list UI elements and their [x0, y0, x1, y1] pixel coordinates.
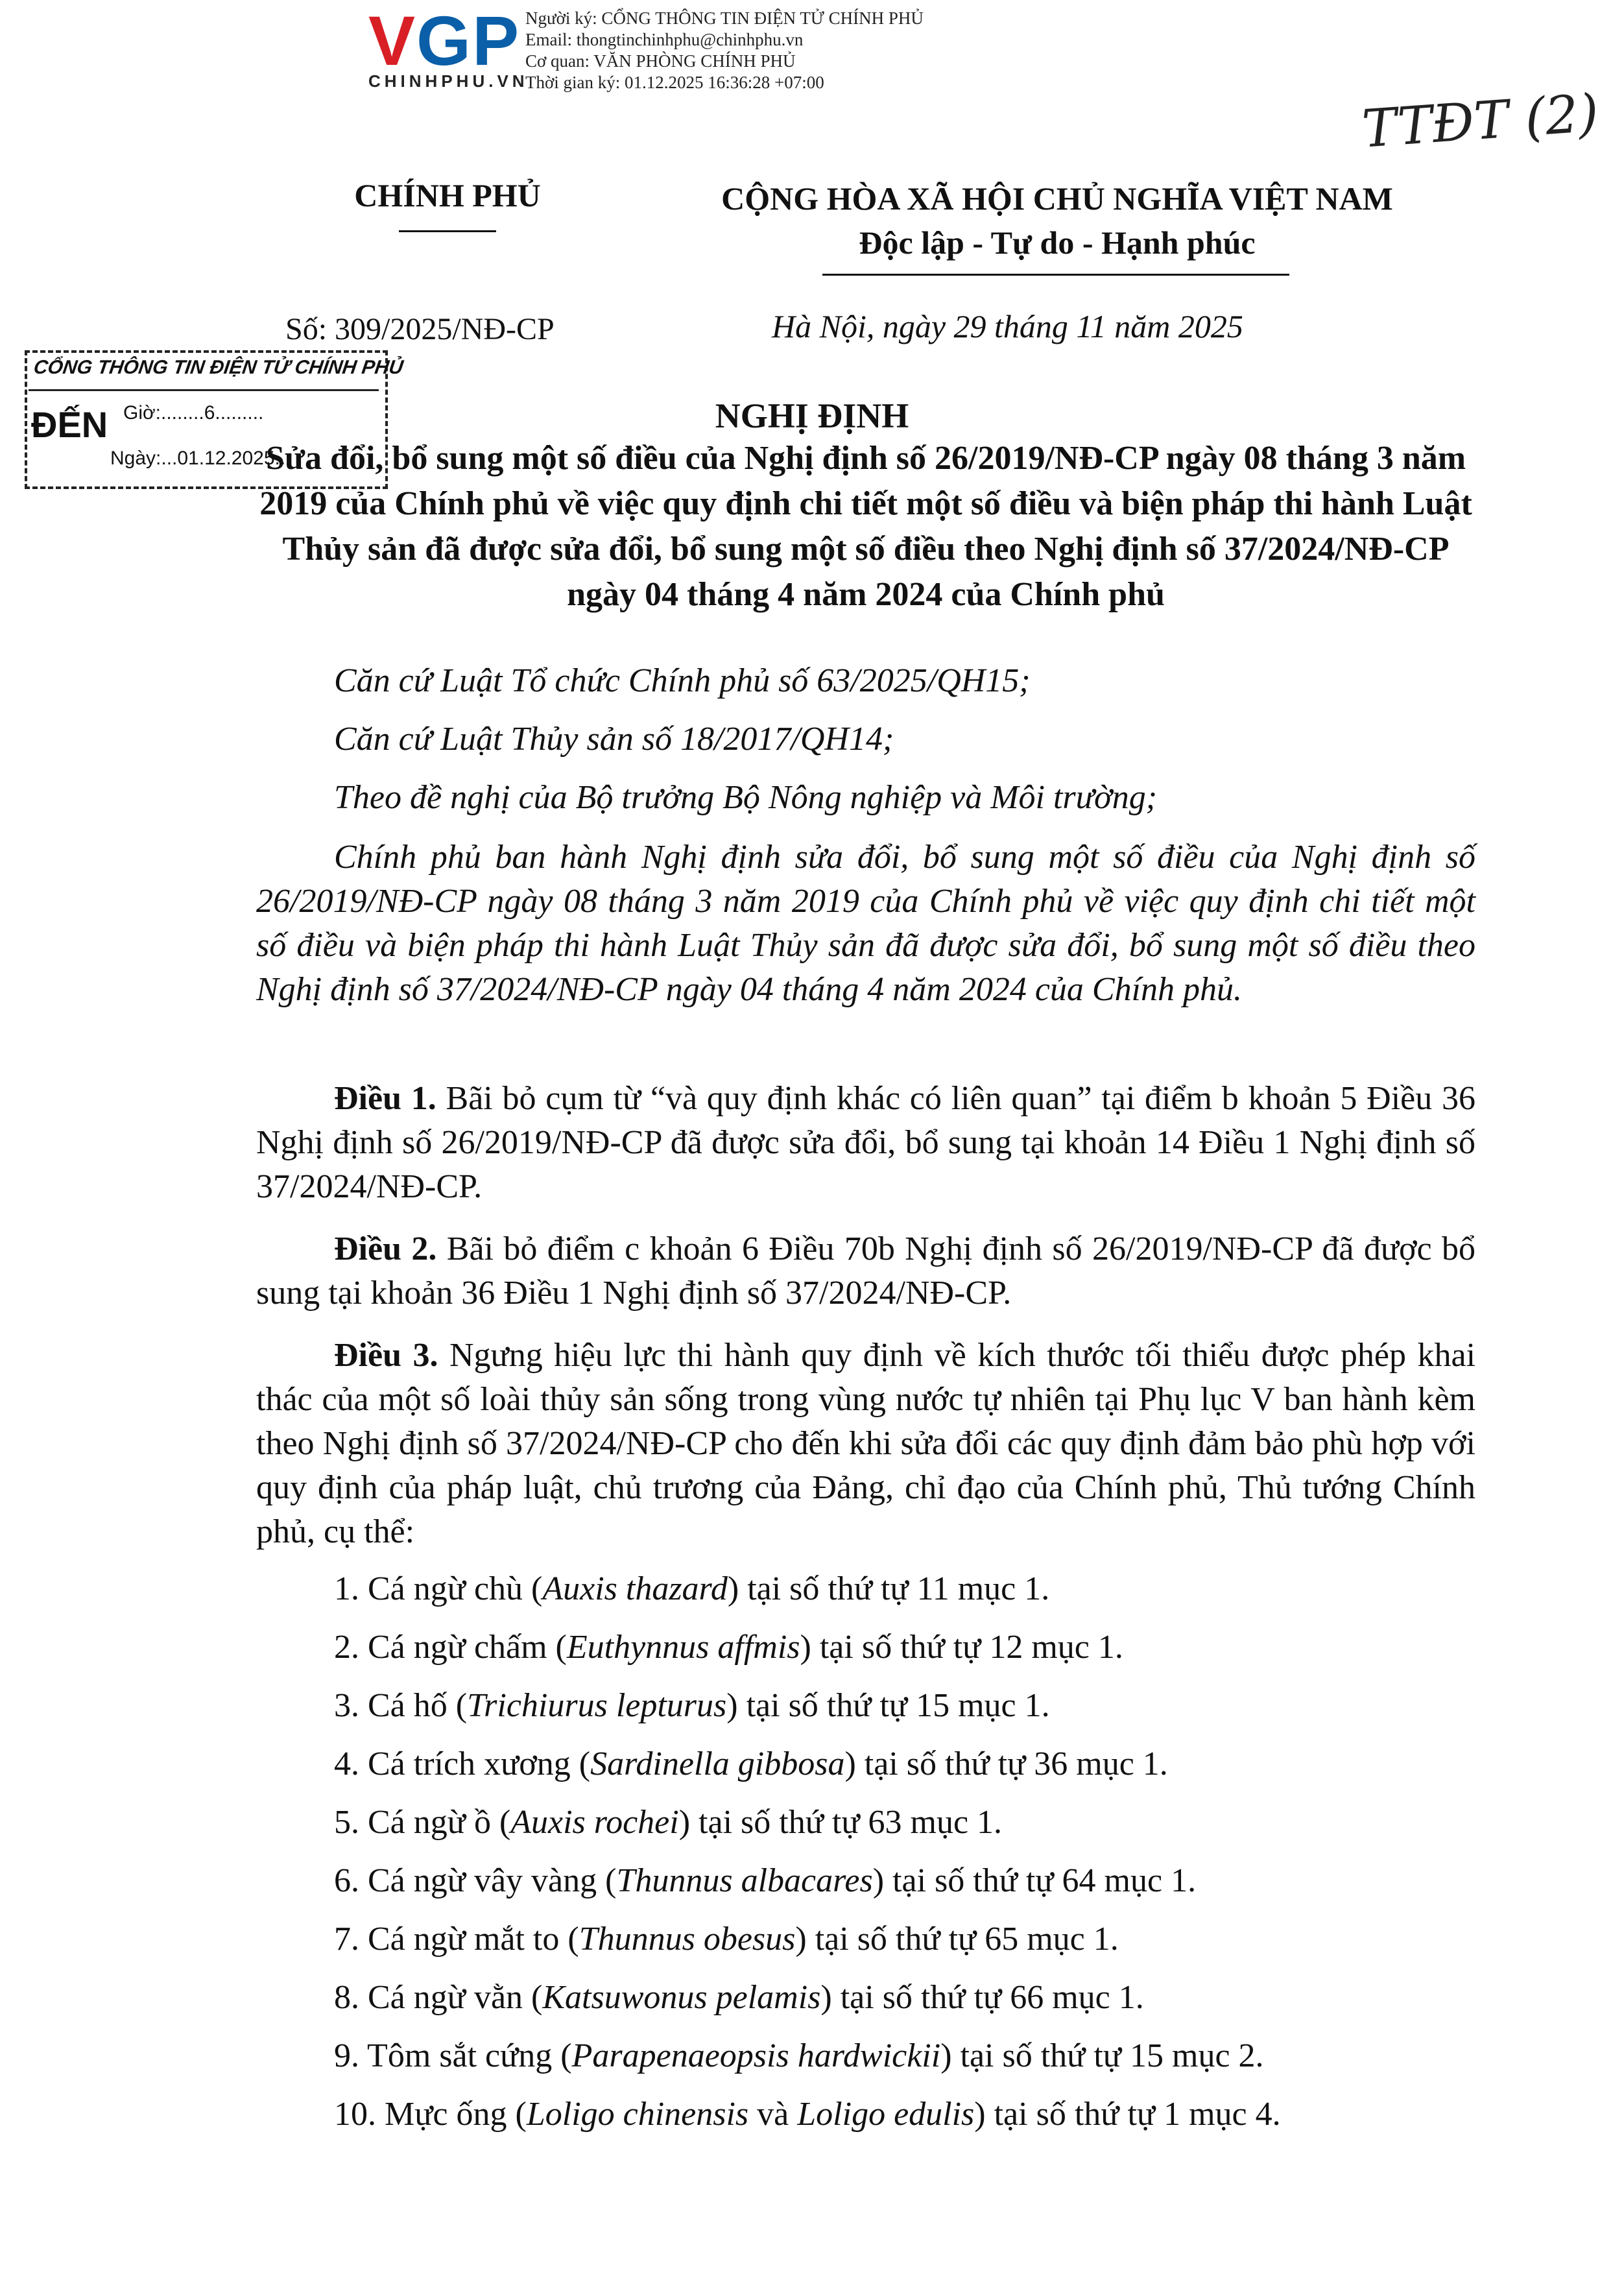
article-2 — [256, 1227, 1475, 1315]
article-1-text: Bãi bỏ cụm từ “và quy định khác có liên quan” tại điểm b khoản 5 Điều 36 Nghị định số 26/2019/NĐ-CP đã được sửa đổi, bổ sung tại khoản 14 Điều 1 Nghị định số 37/2024/NĐ-CP. — [256, 1080, 1475, 1205]
stamp-divider — [29, 389, 379, 391]
article-1-label: Điều 1. — [334, 1080, 436, 1117]
motto-underline — [822, 274, 1289, 276]
digital-signature — [525, 8, 924, 93]
article-2-text: Bãi bỏ điểm c khoản 6 Điều 70b Nghị định số 26/2019/NĐ-CP đã được bổ sung tại khoản 36 Điều 1 Nghị định số 37/2024/NĐ-CP. — [256, 1230, 1476, 1312]
species-item: 7. Cá ngừ mắt to (Thunnus obesus) tại số thứ tự 65 mục 1. — [334, 1921, 1119, 1958]
motto: Độc lập - Tự do - Hạnh phúc — [859, 224, 1256, 261]
preamble: Chính phủ ban hành Nghị định sửa đổi, bổ sung một số điều của Nghị định số 26/2019/NĐ-CP ngày 08 tháng 3 năm 2019 của Chính phủ về việc quy định chi tiết một số điều và biện pháp thi hành Luật Thủy sản đã được sửa đổi, bổ sung một số điều theo Nghị định số 37/2024/NĐ-CP ngày 04 tháng 4 năm 2024 của Chính phủ. — [256, 839, 1475, 1008]
species-item: 3. Cá hố (Trichiurus lepturus) tại số thứ tự 15 mục 1. — [334, 1687, 1050, 1724]
logo-letter-p: P — [472, 1, 521, 80]
article-3-label: Điều 3. — [334, 1337, 438, 1374]
stamp-date: Ngày:...01.12.2025... — [110, 448, 291, 469]
stamp-time: Giờ:........6......... — [123, 402, 264, 424]
stamp-den: ĐẾN — [31, 404, 108, 445]
signature-agency: Cơ quan: VĂN PHÒNG CHÍNH PHỦ — [525, 51, 796, 71]
species-item: 6. Cá ngừ vây vàng (Thunnus albacares) tại số thứ tự 64 mục 1. — [334, 1862, 1197, 1899]
document-number: Số: 309/2025/NĐ-CP — [285, 312, 555, 346]
species-item: 5. Cá ngừ ồ (Auxis rochei) tại số thứ tự 63 mục 1. — [334, 1804, 1003, 1841]
logo-letter-g: G — [416, 1, 473, 80]
species-item: 2. Cá ngừ chấm (Euthynnus affmis) tại số thứ tự 12 mục 1. — [334, 1629, 1123, 1666]
species-item: 8. Cá ngừ vằn (Katsuwonus pelamis) tại số thứ tự 66 mục 1. — [334, 1979, 1144, 2016]
document-subtitle: Sửa đổi, bổ sung một số điều của Nghị định số 26/2019/NĐ-CP ngày 08 tháng 3 năm 2019 của Chính phủ về việc quy định chi tiết một số điều và biện pháp thi hành Luật Thủy sản đã được sửa đổi, bổ sung một số điều theo Nghị định số 37/2024/NĐ-CP ngày 04 tháng 4 năm 2024 của Chính phủ — [259, 440, 1472, 613]
national-motto — [662, 176, 1453, 265]
agency-underline — [399, 230, 496, 232]
issuing-agency: CHÍNH PHỦ — [354, 177, 541, 213]
article-3 — [256, 1334, 1475, 1554]
signature-time: Thời gian ký: 01.12.2025 16:36:28 +07:00 — [525, 73, 824, 92]
legal-basis-3: Theo đề nghị của Bộ trưởng Bộ Nông nghiệp và Môi trường; — [334, 779, 1158, 816]
legal-basis-1: Căn cứ Luật Tổ chức Chính phủ số 63/2025/QH15; — [334, 662, 1031, 699]
article-2-label: Điều 2. — [334, 1230, 437, 1267]
place-date: Hà Nội, ngày 29 tháng 11 năm 2025 — [772, 308, 1243, 344]
article-1 — [256, 1077, 1475, 1209]
signature-email: Email: thongtinchinhphu@chinhphu.vn — [525, 30, 804, 49]
stamp-header: CỔNG THÔNG TIN ĐIỆN TỬ CHÍNH PHỦ — [32, 357, 405, 378]
signature-signer: Người ký: CỔNG THÔNG TIN ĐIỆN TỬ CHÍNH PHỦ — [525, 8, 924, 28]
species-item: 9. Tôm sắt cứng (Parapenaeopsis hardwickii) tại số thứ tự 15 mục 2. — [334, 2037, 1264, 2074]
document-title: NGHỊ ĐỊNH — [715, 396, 909, 435]
species-item: 4. Cá trích xương (Sardinella gibbosa) tại số thứ tự 36 mục 1. — [334, 1745, 1168, 1782]
logo-subtitle: CHINHPHU.VN — [368, 71, 529, 91]
country-name: CỘNG HÒA XÃ HỘI CHỦ NGHĨA VIỆT NAM — [721, 180, 1393, 217]
article-3-text: Ngưng hiệu lực thi hành quy định về kích thước tối thiểu được phép khai thác của một số loài thủy sản sống trong vùng nước tự nhiên tại Phụ lục V ban hành kèm theo Nghị định số 37/2024/NĐ-CP cho đến khi sửa đổi các quy định đảm bảo phù hợp với quy định của pháp luật, chủ trương của Đảng, chỉ đạo của Chính phủ, Thủ tướng Chính phủ, cụ thể: — [256, 1337, 1476, 1550]
species-item: 10. Mực ống (Loligo chinensis và Loligo edulis) tại số thứ tự 1 mục 4. — [334, 2096, 1281, 2133]
species-item: 1. Cá ngừ chù (Auxis thazard) tại số thứ tự 11 mục 1. — [334, 1570, 1050, 1607]
legal-basis-2: Căn cứ Luật Thủy sản số 18/2017/QH14; — [334, 721, 894, 758]
vgp-logo — [368, 1, 521, 80]
logo-letter-v: V — [368, 1, 417, 80]
handwritten-note: TTĐT (2) — [1360, 82, 1601, 160]
